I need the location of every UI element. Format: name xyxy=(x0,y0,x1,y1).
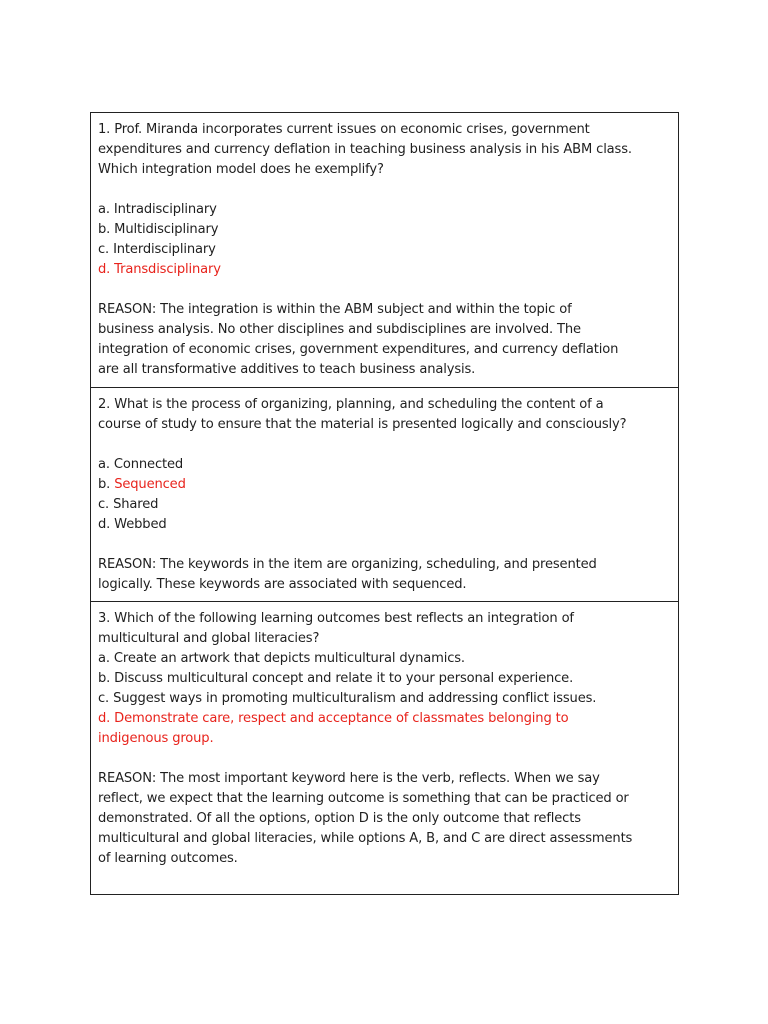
question-1-stem-line: 1. Prof. Miranda incorporates current issues on economic crises, government xyxy=(98,122,590,137)
question-3-reason-line: of learning outcomes. xyxy=(98,851,238,866)
question-1-option-b: b. Multidisciplinary xyxy=(98,222,219,237)
question-3-option-c: c. Suggest ways in promoting multiculturalism and addressing conflict issues. xyxy=(98,691,597,706)
question-2-stem-line: 2. What is the process of organizing, planning, and scheduling the content of a xyxy=(98,397,604,412)
question-3-reason-line: multicultural and global literacies, while options A, B, and C are direct assessments xyxy=(98,831,633,846)
question-3-stem-line: 3. Which of the following learning outcomes best reflects an integration of xyxy=(98,611,574,626)
question-2-option-a: a. Connected xyxy=(98,457,184,472)
question-1-option-d-answer: d. Transdisciplinary xyxy=(98,262,221,277)
question-2-reason-line: logically. These keywords are associated with sequenced. xyxy=(98,577,467,592)
question-3-reason-line: REASON: The most important keyword here is the verb, reflects. When we say xyxy=(98,771,600,786)
question-1-reason-line: are all transformative additives to teach business analysis. xyxy=(98,362,476,377)
question-1-cell xyxy=(91,113,678,387)
question-2-option-d: d. Webbed xyxy=(98,517,167,532)
question-3-cell xyxy=(91,601,678,894)
question-2-option-b-prefix: b. xyxy=(98,477,115,492)
question-3-option-d-answer: indigenous group. xyxy=(98,731,214,746)
question-1-reason-line: business analysis. No other disciplines and subdisciplines are involved. The xyxy=(98,322,581,337)
question-3-option-d-answer: d. Demonstrate care, respect and acceptance of classmates belonging to xyxy=(98,711,569,726)
spacer xyxy=(98,435,670,455)
question-1-stem-line: Which integration model does he exemplify? xyxy=(98,162,384,177)
question-1-reason-line: integration of economic crises, government expenditures, and currency deflation xyxy=(98,342,619,357)
question-3-option-b: b. Discuss multicultural concept and relate it to your personal experience. xyxy=(98,671,574,686)
question-1-option-c: c. Interdisciplinary xyxy=(98,242,216,257)
question-1-reason-line: REASON: The integration is within the ABM subject and within the topic of xyxy=(98,302,572,317)
question-2-option-b-answer: Sequenced xyxy=(114,477,186,492)
spacer xyxy=(98,749,670,769)
question-2-option-b xyxy=(98,475,670,495)
spacer xyxy=(98,535,670,555)
question-2-reason-line: REASON: The keywords in the item are organizing, scheduling, and presented xyxy=(98,557,597,572)
question-table xyxy=(90,112,679,895)
question-1-stem-line: expenditures and currency deflation in teaching business analysis in his ABM class. xyxy=(98,142,632,157)
question-2-cell xyxy=(91,387,678,601)
spacer xyxy=(98,180,670,200)
spacer xyxy=(98,280,670,300)
question-3-reason-line: reflect, we expect that the learning outcome is something that can be practiced or xyxy=(98,791,629,806)
question-3-reason-line: demonstrated. Of all the options, option D is the only outcome that reflects xyxy=(98,811,581,826)
question-3-option-a: a. Create an artwork that depicts multicultural dynamics. xyxy=(98,651,465,666)
question-2-stem-line: course of study to ensure that the material is presented logically and consciously? xyxy=(98,417,627,432)
question-3-stem-line: multicultural and global literacies? xyxy=(98,631,320,646)
question-2-option-c: c. Shared xyxy=(98,497,159,512)
question-1-option-a: a. Intradisciplinary xyxy=(98,202,217,217)
